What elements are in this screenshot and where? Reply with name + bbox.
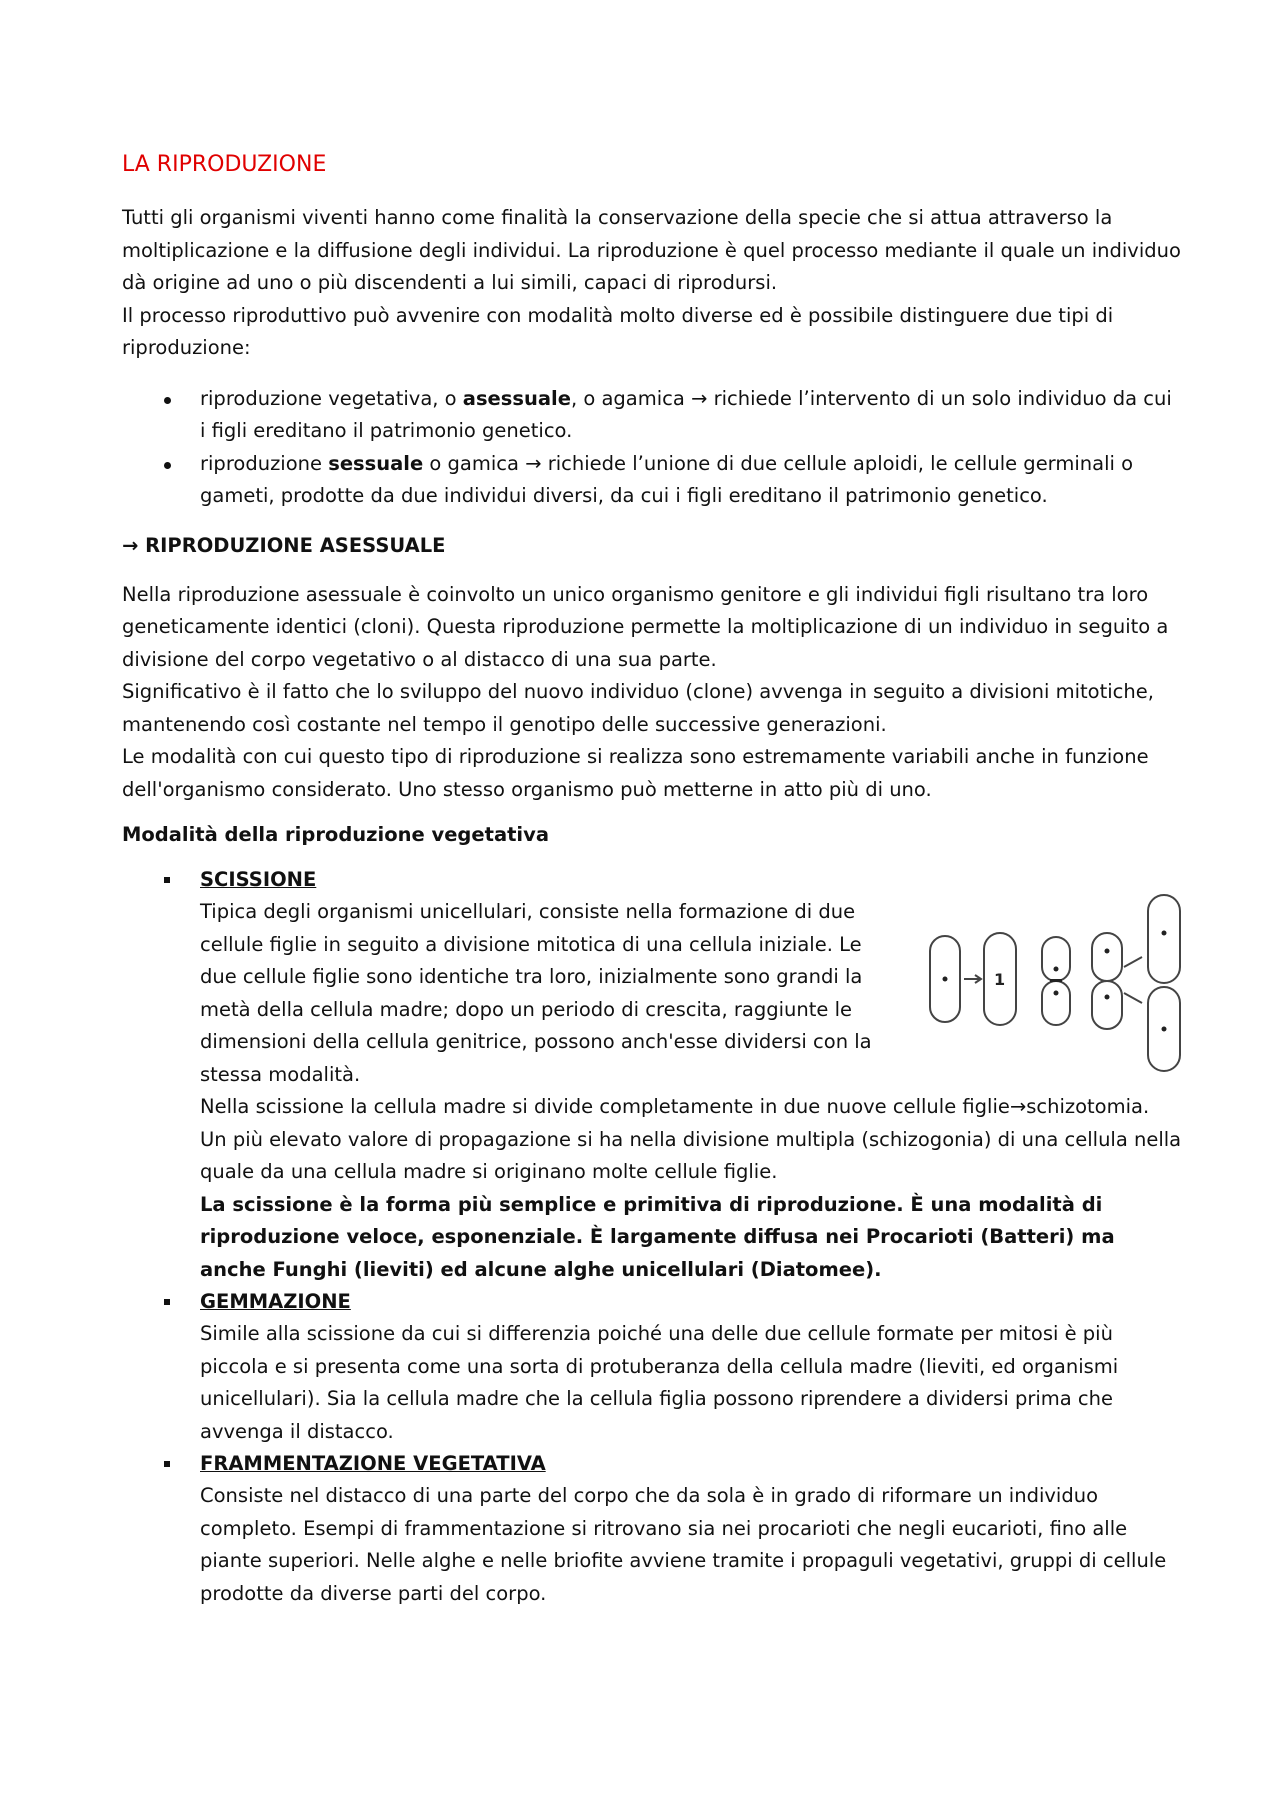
dividing-cell-bottom xyxy=(1042,981,1070,1025)
asexual-heading: → RIPRODUZIONE ASESSUALE xyxy=(122,533,446,557)
nucleus xyxy=(1162,931,1167,936)
bullet-icon xyxy=(164,397,171,404)
asexual-paragraph-2: Significativo è il fatto che lo sviluppo del nuovo individuo (clone) avvenga in seguito a divisioni mitotiche, mantenendo così costante nel tempo il genotipo delle successive generazioni. xyxy=(122,680,1154,736)
daughter-cell-bottom xyxy=(1092,981,1122,1029)
frammentazione-title: FRAMMENTAZIONE VEGETATIVA xyxy=(200,1452,546,1475)
gemmazione-title: GEMMAZIONE xyxy=(200,1290,351,1313)
document-page xyxy=(122,150,1182,1610)
nucleus xyxy=(1162,1027,1167,1032)
frammentazione-text: Consiste nel distacco di una parte del corpo che da sola è in grado di riformare un individuo completo. Esempi di frammentazione si ritrovano sia nei procarioti che negli eucarioti, fino alle piante superiori. Nelle alghe e nelle briofite avviene tramite i propaguli vegetativi, gruppi di cellule prodotte da diverse parti del corpo. xyxy=(200,1484,1167,1605)
nucleus xyxy=(1054,967,1059,972)
list-item: riproduzione sessuale o gamica → richiede l’unione di due cellule aploidi, le cellule germinali o gameti, prodotte da due individui diversi, da cui i figli ereditano il patrimonio genetico. xyxy=(122,448,1182,513)
list-item: riproduzione vegetativa, o asessuale, o agamica → richiede l’intervento di un solo individuo da cui i figli ereditano il patrimonio genetico. xyxy=(122,383,1182,448)
square-bullet-icon xyxy=(164,877,170,883)
scissione-text-3: Un più elevato valore di propagazione si ha nella divisione multipla (schizogonia) di una cellula nella quale da una cellula madre si originano molte cellule figlie. xyxy=(200,1127,1182,1183)
scissione-text-2: Nella scissione la cellula madre si divide completamente in due nuove cellule figlie→schizotomia. xyxy=(200,1095,1150,1118)
list-item-gemmazione xyxy=(122,1286,1182,1448)
new-cell-top xyxy=(1148,895,1180,983)
nucleus xyxy=(943,977,948,982)
page-title: LA RIPRODUZIONE xyxy=(122,152,327,177)
intro-paragraph-1: Tutti gli organismi viventi hanno come finalità la conservazione della specie che si attua attraverso la moltiplicazione e la diffusione degli individui. La riproduzione è quel processo mediante il quale un individuo dà origine ad uno o più discendenti a lui simili, capaci di riprodursi. xyxy=(122,206,1181,294)
nucleus xyxy=(1105,995,1110,1000)
scissione-text-1: Tipica degli organismi unicellulari, consiste nella formazione di due cellule figlie in seguito a divisione mitotica di una cellula iniziale. Le due cellule figlie sono identiche tra loro, inizialmente sono grandi la metà della cellula madre; dopo un periodo di crescita, raggiunte le dimensioni della cellula genitrice, possono anch'esse dividersi con la stessa modalità. xyxy=(200,900,872,1086)
bullet-icon xyxy=(164,462,171,469)
square-bullet-icon xyxy=(164,1461,170,1467)
modes-heading: Modalità della riproduzione vegetativa xyxy=(122,823,549,846)
nucleus xyxy=(1054,991,1059,996)
daughter-cell-top xyxy=(1092,933,1122,981)
dividing-cell-top xyxy=(1042,937,1070,981)
scissione-bold-text: La scissione è la forma più semplice e primitiva di riproduzione. È una modalità di riproduzione veloce, esponenziale. È largamente diffusa nei Procarioti (Batteri) ma anche Funghi (lieviti) ed alcune alghe unicellulari (Diatomee). xyxy=(200,1192,1115,1281)
intro-paragraph-2: Il processo riproduttivo può avvenire con modalità molto diverse ed è possibile distinguere due tipi di riproduzione: xyxy=(122,303,1114,359)
scission-diagram xyxy=(920,893,1190,1075)
asexual-paragraph-3: Le modalità con cui questo tipo di riproduzione si realizza sono estremamente variabili anche in funzione dell'organismo considerato. Uno stesso organismo può metterne in atto più di uno. xyxy=(122,745,1149,801)
list-item-frammentazione xyxy=(122,1448,1182,1610)
gemmazione-text: Simile alla scissione da cui si differenzia poiché una delle due cellule formate per mitosi è più piccola e si presenta come una sorta di protuberanza della cellula madre (lieviti, ed organismi unicellulari). Sia la cellula madre che la cellula figlia possono riprendere a dividersi prima che avvenga il distacco. xyxy=(200,1322,1119,1443)
scissione-title: SCISSIONE xyxy=(200,868,317,891)
dividing-nucleus-label: 1 xyxy=(994,970,1006,989)
square-bullet-icon xyxy=(164,1299,170,1305)
asexual-paragraph-1: Nella riproduzione asessuale è coinvolto un unico organismo genitore e gli individui figli risultano tra loro geneticamente identici (cloni). Questa riproduzione permette la moltiplicazione di un individuo in seguito a divisione del corpo vegetativo o al distacco di una sua parte. xyxy=(122,582,1169,671)
nucleus xyxy=(1105,949,1110,954)
reproduction-types-list xyxy=(122,383,1182,513)
